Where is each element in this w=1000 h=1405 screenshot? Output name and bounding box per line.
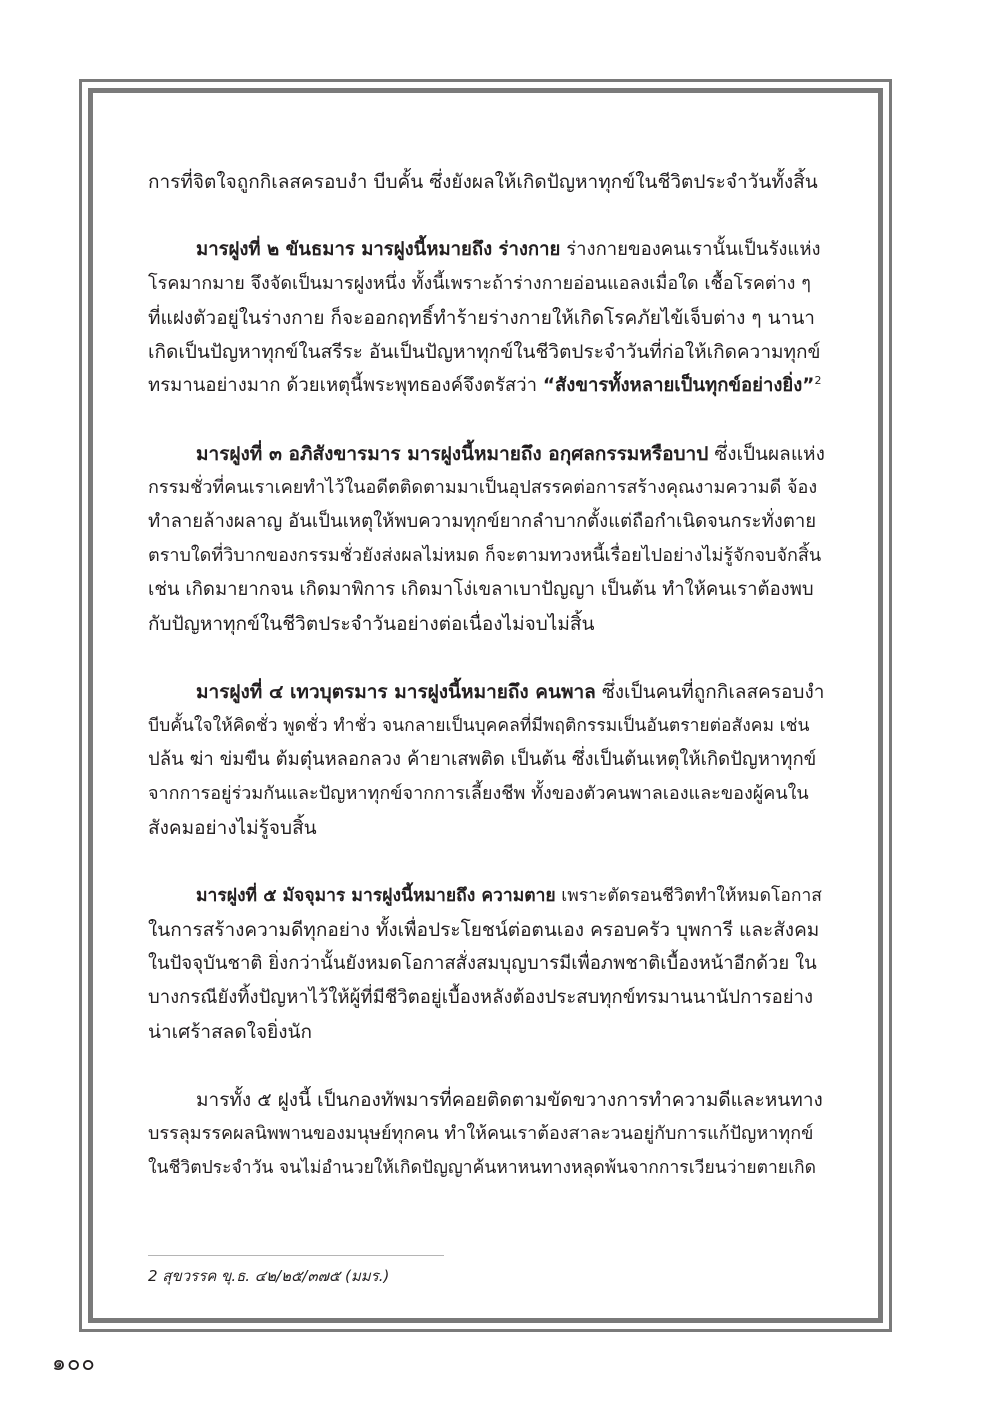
text-line: บรรลุมรรคผลนิพพานของมนุษย์ทุกคน ทำให้คนเราต้องสาละวนอยู่กับการแก้ปัญหาทุกข์ [148, 1123, 814, 1144]
paragraph [148, 233, 826, 403]
text-line: ปล้น ฆ่า ข่มขืน ต้มตุ๋นหลอกลวง ค้ายาเสพติด เป็นต้น ซึ่งเป็นต้นเหตุให้เกิดปัญหาทุกข์ [148, 749, 817, 770]
text-line: ในปัจจุบันชาติ ยิ่งกว่านั้นยังหมดโอกาสสั่งสมบุญบารมีเพื่อภพชาติเบื้องหน้าอีกด้วย ใน [148, 953, 817, 974]
text-line: มารทั้ง ๕ ฝูงนี้ เป็นกองทัพมารที่คอยติดตามขัดขวางการทำความดีและหนทาง [196, 1089, 823, 1111]
text-line: บีบคั้นใจให้คิดชั่ว พูดชั่ว ทำชั่ว จนกลายเป็นบุคคลที่มีพฤติกรรมเป็นอันตรายต่อสังคม เช่น [148, 716, 810, 736]
text-run: ร่างกายของคนเรานั้นเป็นรังแห่ง [560, 239, 821, 260]
paragraph [148, 165, 826, 199]
paragraph-lead: มารฝูงที่ ๔ เทวบุตรมาร มารฝูงนี้หมายถึง คนพาล [196, 681, 596, 703]
text-line: ที่แฝงตัวอยู่ในร่างกาย ก็จะออกฤทธิ์ทำร้ายร่างกายให้เกิดโรคภัยไข้เจ็บต่าง ๆ นานา [148, 307, 815, 329]
footnote: 2 สุขวรรค ขุ.ธ. ๔๒/๒๕/๓๗๕ (มมร.) [148, 1267, 390, 1285]
text-line: เกิดเป็นปัญหาทุกข์ในสรีระ อันเป็นปัญหาทุกข์ในชีวิตประจำวันที่ก่อให้เกิดความทุกข์ [148, 341, 821, 363]
text-line: กับปัญหาทุกข์ในชีวิตประจำวันอย่างต่อเนื่องไม่จบไม่สิ้น [148, 613, 595, 635]
paragraph [148, 437, 826, 641]
text-line: โรคมากมาย จึงจัดเป็นมารฝูงหนึ่ง ทั้งนี้เพราะถ้าร่างกายอ่อนแอลงเมื่อใด เชื้อโรคต่าง ๆ [148, 273, 811, 294]
text-run: ซึ่งเป็นคนที่ถูกกิเลสครอบงำ [595, 681, 825, 703]
footnote-marker: 2 [814, 373, 822, 387]
quote: “สังขารทั้งหลายเป็นทุกข์อย่างยิ่ง” [542, 375, 815, 396]
text-run: เพราะตัดรอนชีวิตทำให้หมดโอกาส [555, 886, 822, 906]
footnote-divider [148, 1255, 444, 1256]
text-line: บางกรณียังทิ้งปัญหาไว้ให้ผู้ที่มีชีวิตอยู่เบื้องหลังต้องประสบทุกข์ทรมานนานัปการอย่าง [148, 987, 814, 1008]
text-line: น่าเศร้าสลดใจยิ่งนัก [148, 1021, 312, 1043]
text-line [148, 369, 826, 403]
text-line: ทำลายล้างผลาญ อันเป็นเหตุให้พบความทุกข์ยากลำบากตั้งแต่ถือกำเนิดจนกระทั่งตาย [148, 511, 817, 532]
page-number: ๑๐๐ [52, 1351, 96, 1376]
paragraph-lead: มารฝูงที่ ๒ ขันธมาร มารฝูงนี้หมายถึง ร่างกาย [196, 239, 561, 260]
paragraph [148, 879, 826, 1049]
paragraph [148, 1083, 826, 1185]
text-line [148, 233, 826, 267]
text-line [148, 879, 826, 913]
text-line [148, 675, 826, 709]
paragraph-lead: มารฝูงที่ ๕ มัจจุมาร มารฝูงนี้หมายถึง ความตาย [196, 886, 556, 906]
text-line: การที่จิตใจถูกกิเลสครอบงำ บีบคั้น ซึ่งยังผลให้เกิดปัญหาทุกข์ในชีวิตประจำวันทั้งสิ้น [148, 171, 818, 193]
text-line: จากการอยู่ร่วมกันและปัญหาทุกข์จากการเลี้ยงชีพ ทั้งของตัวคนพาลเองและของผู้คนใน [148, 783, 809, 804]
text-run: ซึ่งเป็นผลแห่ง [708, 443, 825, 465]
text-line: สังคมอย่างไม่รู้จบสิ้น [148, 817, 317, 839]
body-text [148, 165, 826, 1219]
paragraph [148, 675, 826, 845]
text-line: ในชีวิตประจำวัน จนไม่อำนวยให้เกิดปัญญาค้นหาหนทางหลุดพ้นจากการเวียนว่ายตายเกิด [148, 1158, 817, 1178]
text-line: ตราบใดที่วิบากของกรรมชั่วยังส่งผลไม่หมด ก็จะตามทวงหนี้เรื่อยไปอย่างไม่รู้จักจบจักสิ้น [148, 545, 822, 566]
paragraph-lead: มารฝูงที่ ๓ อภิสังขารมาร มารฝูงนี้หมายถึง อกุศลกรรมหรือบาป [196, 443, 709, 465]
text-line: เช่น เกิดมายากจน เกิดมาพิการ เกิดมาโง่เขลาเบาปัญญา เป็นต้น ทำให้คนเราต้องพบ [148, 579, 814, 600]
text-run: ทรมานอย่างมาก ด้วยเหตุนี้พระพุทธองค์จึงตรัสว่า [148, 375, 543, 396]
text-line: ในการสร้างความดีทุกอย่าง ทั้งเพื่อประโยชน์ต่อตนเอง ครอบครัว บุพการี และสังคม [148, 919, 820, 941]
text-line: กรรมชั่วที่คนเราเคยทำไว้ในอดีตติดตามมาเป็นอุปสรรคต่อการสร้างคุณงามความดี จ้อง [148, 477, 818, 498]
text-line [148, 437, 826, 471]
